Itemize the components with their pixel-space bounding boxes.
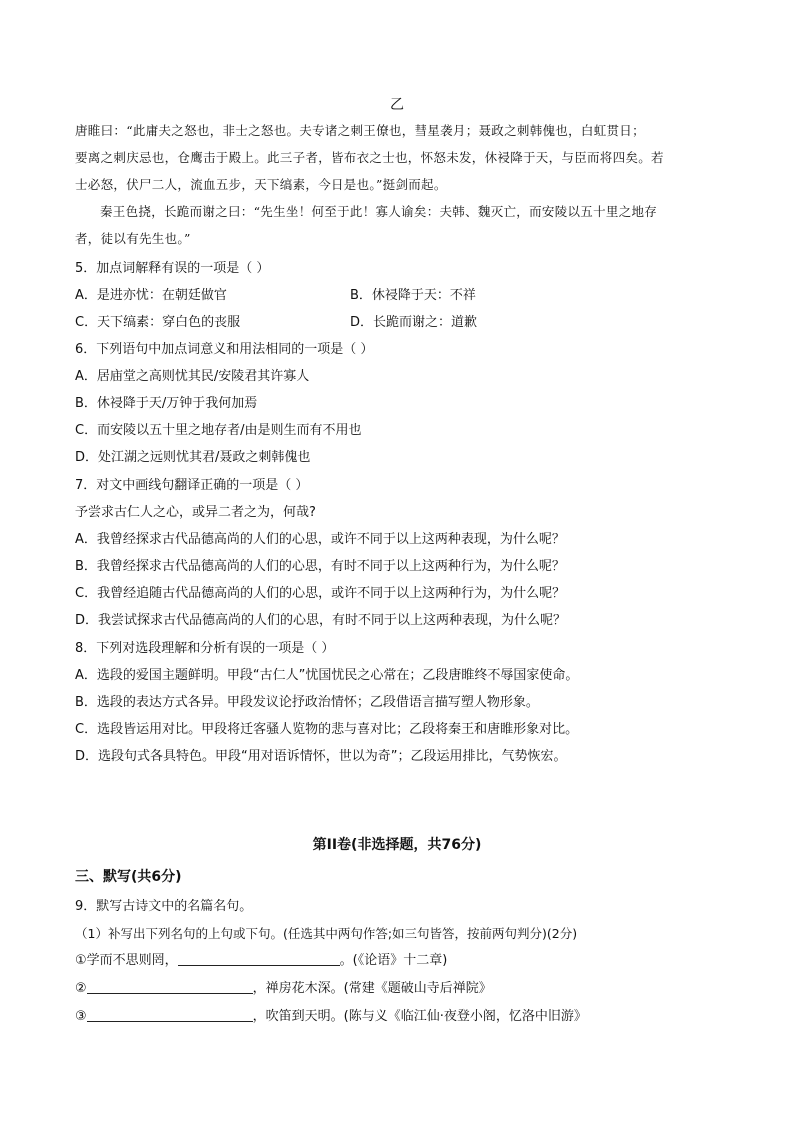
question-6-stem: 6．下列语句中加点词意义和用法相同的一项是（ ） xyxy=(75,342,374,357)
question-9-sub1: （1）补写出下列名句的上句或下句。(任选其中两句作答;如三句皆答，按前两句判分)(2分) xyxy=(75,926,578,941)
item-1-suffix: 。(《论语》十二章) xyxy=(339,953,448,968)
question-5-option-a: A．是进亦忧：在朝廷做官 xyxy=(75,288,227,303)
passage-line: 者，徒以有先生也。” xyxy=(75,231,191,246)
fill-blank-item-1 xyxy=(75,952,447,970)
section-3-title: 三、默写(共6分) xyxy=(75,869,182,885)
item-2-suffix: ，禅房花木深。(常建《题破山寺后禅院》 xyxy=(252,981,492,996)
question-5-stem: 5．加点词解释有误的一项是（ ） xyxy=(75,261,270,276)
question-8-option: D．选段句式各具特色。甲段“用对语诉情怀，世以为奇”；乙段运用排比，气势恢宏。 xyxy=(75,749,567,764)
question-7-option: D．我尝试探求古代品德高尚的人们的心思，有时不同于以上这两种表现，为什么呢？ xyxy=(75,613,567,628)
question-7-option: A．我曾经探求古代品德高尚的人们的心思，或许不同于以上这两种表现，为什么呢？ xyxy=(75,532,565,547)
question-6-option: A．居庙堂之高则忧其民/安陵君其许寡人 xyxy=(75,369,310,384)
question-7-quote: 予尝求古仁人之心，或异二者之为，何哉? xyxy=(75,505,316,520)
question-7-stem: 7．对文中画线句翻译正确的一项是（ ） xyxy=(75,478,309,493)
answer-blank-1[interactable] xyxy=(178,952,340,966)
question-7-option: B．我曾经探求古代品德高尚的人们的心思，有时不同于以上这两种行为，为什么呢？ xyxy=(75,559,565,574)
fill-blank-item-2 xyxy=(75,980,492,998)
question-6-option: D．处江湖之远则忧其君/聂政之刺韩傀也 xyxy=(75,450,311,465)
question-5-option-b: B．休祲降于天：不祥 xyxy=(350,288,476,303)
passage-line: 唐睢曰：“此庸夫之怒也，非士之怒也。夫专诸之刺王僚也，彗星袭月；聂政之刺韩傀也，白虹贯日； xyxy=(75,123,645,138)
question-9-stem: 9．默写古诗文中的名篇名句。 xyxy=(75,899,253,914)
question-5-option-c: C．天下缟素：穿白色的丧服 xyxy=(75,315,241,330)
passage-line: 秦王色挠，长跪而谢之曰：“先生坐！何至于此！寡人谕矣：夫韩、魏灭亡，而安陵以五十里之地存 xyxy=(100,204,658,219)
question-6-option: C．而安陵以五十里之地存者/由是则生而有不用也 xyxy=(75,423,362,438)
passage-line: 要离之刺庆忌也，仓鹰击于殿上。此三子者，皆布衣之士也，怀怒未发，休祲降于天，与臣而将四矣。若 xyxy=(75,150,664,165)
item-3-prefix: ③ xyxy=(75,1009,87,1024)
question-8-option: C．选段皆运用对比。甲段将迁客骚人览物的悲与喜对比；乙段将秦王和唐睢形象对比。 xyxy=(75,722,579,737)
item-3-suffix: ，吹笛到天明。(陈与义《临江仙·夜登小阁，忆洛中旧游》 xyxy=(252,1009,587,1024)
question-8-option: B．选段的表达方式各异。甲段发议论抒政治情怀；乙段借语言描写塑人物形象。 xyxy=(75,695,539,710)
question-7-option: C．我曾经追随古代品德高尚的人们的心思，或许不同于以上这两种行为，为什么呢？ xyxy=(75,586,566,601)
question-6-option: B．休祲降于天/万钟于我何加焉 xyxy=(75,396,258,411)
part-2-title: 第II卷(非选择题，共76分) xyxy=(312,837,482,853)
question-8-stem: 8．下列对选段理解和分析有误的一项是（ ） xyxy=(75,641,335,656)
fill-blank-item-3 xyxy=(75,1008,587,1026)
item-1-prefix: ①学而不思则罔， xyxy=(75,953,178,968)
passage-line: 士必怒，伏尸二人，流血五步，天下缟素，今日是也。”挺剑而起。 xyxy=(75,177,447,192)
question-8-option: A．选段的爱国主题鲜明。甲段“古仁人”忧国忧民之心常在；乙段唐睢终不辱国家使命。 xyxy=(75,668,579,683)
item-2-prefix: ② xyxy=(75,981,87,996)
passage-heading: 乙 xyxy=(390,97,404,113)
question-5-option-d: D．长跪而谢之：道歉 xyxy=(350,315,478,330)
answer-blank-2[interactable] xyxy=(87,980,253,994)
answer-blank-3[interactable] xyxy=(87,1008,253,1022)
